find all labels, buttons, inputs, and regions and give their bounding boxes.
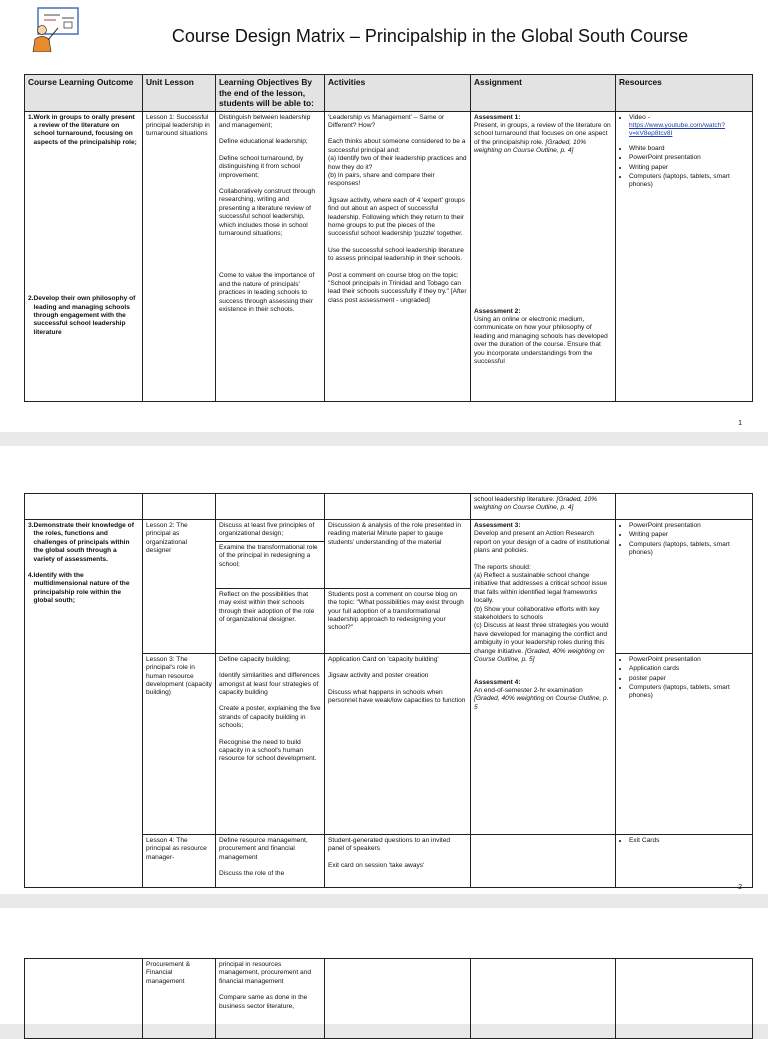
activity: Application Card on 'capacity building' bbox=[328, 655, 439, 663]
resources-cell bbox=[616, 653, 753, 834]
assessment-1-title: Assessment 1: bbox=[474, 113, 521, 121]
activity: (a) Identify two of their leadership practices and how they do it? bbox=[328, 155, 467, 171]
outcome-1: Work in groups to orally present a review of the literature on school turnaround, focusing on aspects of the principalship role; bbox=[33, 113, 137, 146]
objective: Define resource management, procurement and financial management bbox=[219, 836, 308, 861]
outcome-4: Identify with the multidimensional nature of the principalship role within the global south; bbox=[33, 572, 130, 605]
lesson-cell bbox=[143, 653, 216, 834]
header-row bbox=[25, 75, 753, 112]
page-3 bbox=[0, 908, 768, 1024]
list-item: • Computers (laptops, tablets, smart phones) bbox=[629, 541, 749, 558]
resources-cell bbox=[616, 834, 753, 887]
objectives-cell bbox=[216, 111, 325, 401]
objective: Recognise the need to build capacity in a school's human resource for school development. bbox=[219, 738, 317, 763]
list-item: • Computers (laptops, tablets, smart phones) bbox=[629, 684, 749, 701]
objective: Compare same as done in the business sector literature, bbox=[219, 994, 308, 1010]
resources-list bbox=[619, 522, 749, 558]
table-row bbox=[25, 959, 753, 1039]
assignment-cell bbox=[471, 111, 616, 401]
activity: Discussion & analysis of the role presented in reading material Minute paper to gauge students' understanding of the material bbox=[328, 522, 462, 546]
table-row bbox=[25, 494, 753, 520]
header-activities: Activities bbox=[325, 75, 471, 112]
assessment-4-title: Assessment 4: bbox=[474, 678, 521, 686]
assessment-3-weight: [Graded, 40% weighting on Course Outline, p. 5] bbox=[474, 647, 605, 664]
course-matrix-table-page2 bbox=[24, 493, 753, 888]
outcome-cell: 1. Work in groups to orally present a review of the literature on school turnaround, focusing on aspects of the principalship role; 2. Develop their own philosophy of leading and managing schools through engagement with the successful school leadership literature bbox=[25, 111, 143, 401]
course-matrix-table-page3 bbox=[24, 958, 753, 1039]
objective: Come to value the importance of and the nature of principals' practices in leading schools to success through assessing their existence in their schools. bbox=[219, 272, 315, 313]
activity: Post a comment on course blog on the topic: "School principals in Trinidad and Tobago can lead their schools successfully if they try." [After class post assessment - ungraded] bbox=[328, 271, 467, 304]
table-row bbox=[25, 111, 753, 401]
objectives-cell bbox=[216, 588, 325, 653]
lesson-cell bbox=[143, 959, 216, 1039]
lesson-4-continued: Procurement & Financial management bbox=[146, 961, 190, 985]
objective: Discuss the role of the bbox=[219, 870, 285, 878]
activities-cell bbox=[325, 520, 471, 589]
video-label: Video - bbox=[629, 113, 650, 121]
activity: Student-generated questions to an invited panel of speakers bbox=[328, 836, 451, 853]
list-item: • Computers (laptops, tablets, smart phones) bbox=[629, 173, 749, 190]
activity: Each thinks about someone considered to be a successful principal and: bbox=[328, 138, 466, 154]
assessment-3-text: Develop and present an Action Research report on your design of a cadre of institutional plans and policies. bbox=[474, 530, 610, 555]
header-assignment: Assignment bbox=[471, 75, 616, 112]
page-number: 1 bbox=[738, 420, 742, 427]
video-link[interactable]: https://www.youtube.com/watch?v=kV8ep8tcv8I bbox=[629, 121, 726, 138]
objective: Define capacity building; bbox=[219, 655, 291, 663]
objectives-cell bbox=[216, 834, 325, 887]
resources-list bbox=[619, 837, 749, 845]
resources-cell bbox=[616, 111, 753, 401]
list-item: • Exit Cards bbox=[629, 837, 749, 845]
list-item: • Writing paper bbox=[629, 531, 749, 539]
assessment-3-title: Assessment 3: bbox=[474, 522, 521, 529]
resources-list bbox=[619, 114, 749, 190]
objective: Reflect on the possibilities that may exist within their schools through their adoption of the role of organizational designer. bbox=[219, 590, 315, 624]
list-item: • White board bbox=[629, 145, 749, 153]
objectives-cell bbox=[216, 653, 325, 834]
continued-text: school leadership literature. bbox=[474, 496, 555, 503]
objective: Collaboratively construct through researching, writing and presenting a literature review of successful school leadership, which includes those in school turnaround situations; bbox=[219, 187, 316, 237]
course-matrix-table-page1 bbox=[24, 74, 753, 402]
list-item: • poster paper bbox=[629, 675, 749, 683]
lesson-cell bbox=[143, 111, 216, 401]
list-item bbox=[629, 114, 749, 139]
activity: (b) In pairs, share and compare their responses! bbox=[328, 171, 435, 188]
assessment-1-weight: [Graded, 10% weighting on Course Outline, p. 4] bbox=[474, 138, 587, 155]
continued-weight: [Graded, 10% weighting on Course Outline, p. 4] bbox=[474, 496, 598, 512]
activity: Jigsaw activity, where each of 4 'expert' groups find out about an aspect of successful leadership. Following which they return to their home groups to put the pieces of the successful school leadership 'puzzle' together. bbox=[328, 196, 465, 238]
objectives-cell bbox=[216, 959, 325, 1039]
assessment-2-title: Assessment 2: bbox=[474, 307, 521, 315]
document-title: Course Design Matrix – Principalship in the Global South Course bbox=[171, 26, 689, 46]
objective: Examine the transformational role of the principal in redesigning a school; bbox=[219, 543, 318, 568]
page-number: 2 bbox=[738, 884, 742, 891]
lesson-2: Lesson 2: The principal as organizational designer bbox=[146, 522, 188, 555]
list-item: • PowerPoint presentation bbox=[629, 656, 749, 664]
lesson-cell bbox=[143, 520, 216, 654]
header-resources: Resources bbox=[616, 75, 753, 112]
resources-list bbox=[619, 656, 749, 701]
activities-cell bbox=[325, 834, 471, 887]
lesson-cell bbox=[143, 834, 216, 887]
activity: Discuss what happens in schools when personnel have weak/low capacities to function bbox=[328, 688, 466, 705]
list-item: • PowerPoint presentation bbox=[629, 522, 749, 530]
activities-cell bbox=[325, 653, 471, 834]
assessment-3-a: (a) Reflect a sustainable school change initiative that addresses a critical school issue that falls within identified legal frameworks locally. bbox=[474, 572, 608, 605]
header-objectives: Learning Objectives By the end of the lesson, students will be able to: bbox=[216, 75, 325, 112]
objective: Create a poster, explaining the five strands of capacity building in schools; bbox=[219, 705, 321, 730]
assessment-3-should: The reports should: bbox=[474, 563, 531, 571]
assessment-2-text: Using an online or electronic medium, communicate on how your philosophy of leading and managing schools has developed over the duration of the course. Ensure that you incorporate understandings from the successful bbox=[474, 315, 608, 365]
outcome-cell: 3. Demonstrate their knowledge of the roles, functions and challenges of principals within the global south through a variety of assessments. 4. Identify with the multidimensional nature of the principalship role within the global south; bbox=[25, 520, 143, 888]
objective: Identify similarities and differences amongst at least four strategies of capacity building bbox=[219, 672, 320, 697]
header-outcome: Course Learning Outcome bbox=[25, 75, 143, 112]
activity: Exit card on session 'take aways' bbox=[328, 861, 425, 869]
objective: Discuss at least five principles of organizational design; bbox=[216, 520, 324, 542]
list-item: • PowerPoint presentation bbox=[629, 154, 749, 162]
activity: Students post a comment on course blog on the topic: "What possibilities may exist through your full adoption of a transformational leadership approach to redesigning your school?" bbox=[328, 590, 464, 632]
assessment-4-text: An end-of-semester 2-hr examination bbox=[474, 686, 583, 694]
lesson-3: Lesson 3: The principal's role in human resource development (capacity building) bbox=[146, 655, 212, 697]
resources-cell bbox=[616, 520, 753, 654]
assignment-continued-cell bbox=[471, 494, 616, 520]
assessment-1-text: Present, in groups, a review of the literature on school turnaround that focuses on one aspect of the principalship role. bbox=[474, 121, 611, 146]
header-unit-lesson: Unit Lesson bbox=[143, 75, 216, 112]
outcome-3: Demonstrate their knowledge of the roles, functions and challenges of principals within the global south through a variety of assessments. bbox=[33, 522, 134, 563]
assignment-cell bbox=[471, 520, 616, 835]
list-item: • Application cards bbox=[629, 665, 749, 673]
objective: Define school turnaround, by distinguishing it from school improvement; bbox=[219, 154, 304, 179]
assessment-3-b: (b) Show your collaborative efforts with key stakeholders to schools bbox=[474, 605, 600, 622]
objectives-cell bbox=[216, 520, 325, 589]
assessment-3-c: (c) Discuss at least three strategies you would have developed for managing the conflict and ambiguity in your leadership roles during this change initiative. bbox=[474, 622, 609, 655]
lesson-4: Lesson 4: The principal as resource manager- bbox=[146, 836, 207, 861]
assessment-4-weight: [Graded, 40% weighting on Course Outline, p. 5 bbox=[474, 695, 609, 711]
objective: Define educational leadership; bbox=[219, 138, 308, 146]
objective: Distinguish between leadership and management; bbox=[219, 113, 311, 129]
page-2 bbox=[0, 446, 768, 894]
list-item: • Writing paper bbox=[629, 164, 749, 172]
teacher-logo-icon bbox=[30, 6, 82, 52]
activity: Jigsaw activity and poster creation bbox=[328, 672, 429, 680]
activity: Use the successful school leadership literature to assess principal leadership in their schools. bbox=[328, 246, 464, 263]
lesson-1: Lesson 1: Successful principal leadership in turnaround situations bbox=[146, 113, 210, 138]
objective: principal in resources management, procurement and financial management bbox=[219, 961, 312, 985]
activities-cell bbox=[325, 111, 471, 401]
activity: 'Leadership vs Management' – Same or Different? How? bbox=[328, 113, 445, 129]
table-row bbox=[25, 520, 753, 589]
outcome-2: Develop their own philosophy of leading and managing schools through engagement with the successful school leadership literature bbox=[33, 295, 136, 336]
activities-cell bbox=[325, 588, 471, 653]
page-1 bbox=[0, 0, 768, 432]
